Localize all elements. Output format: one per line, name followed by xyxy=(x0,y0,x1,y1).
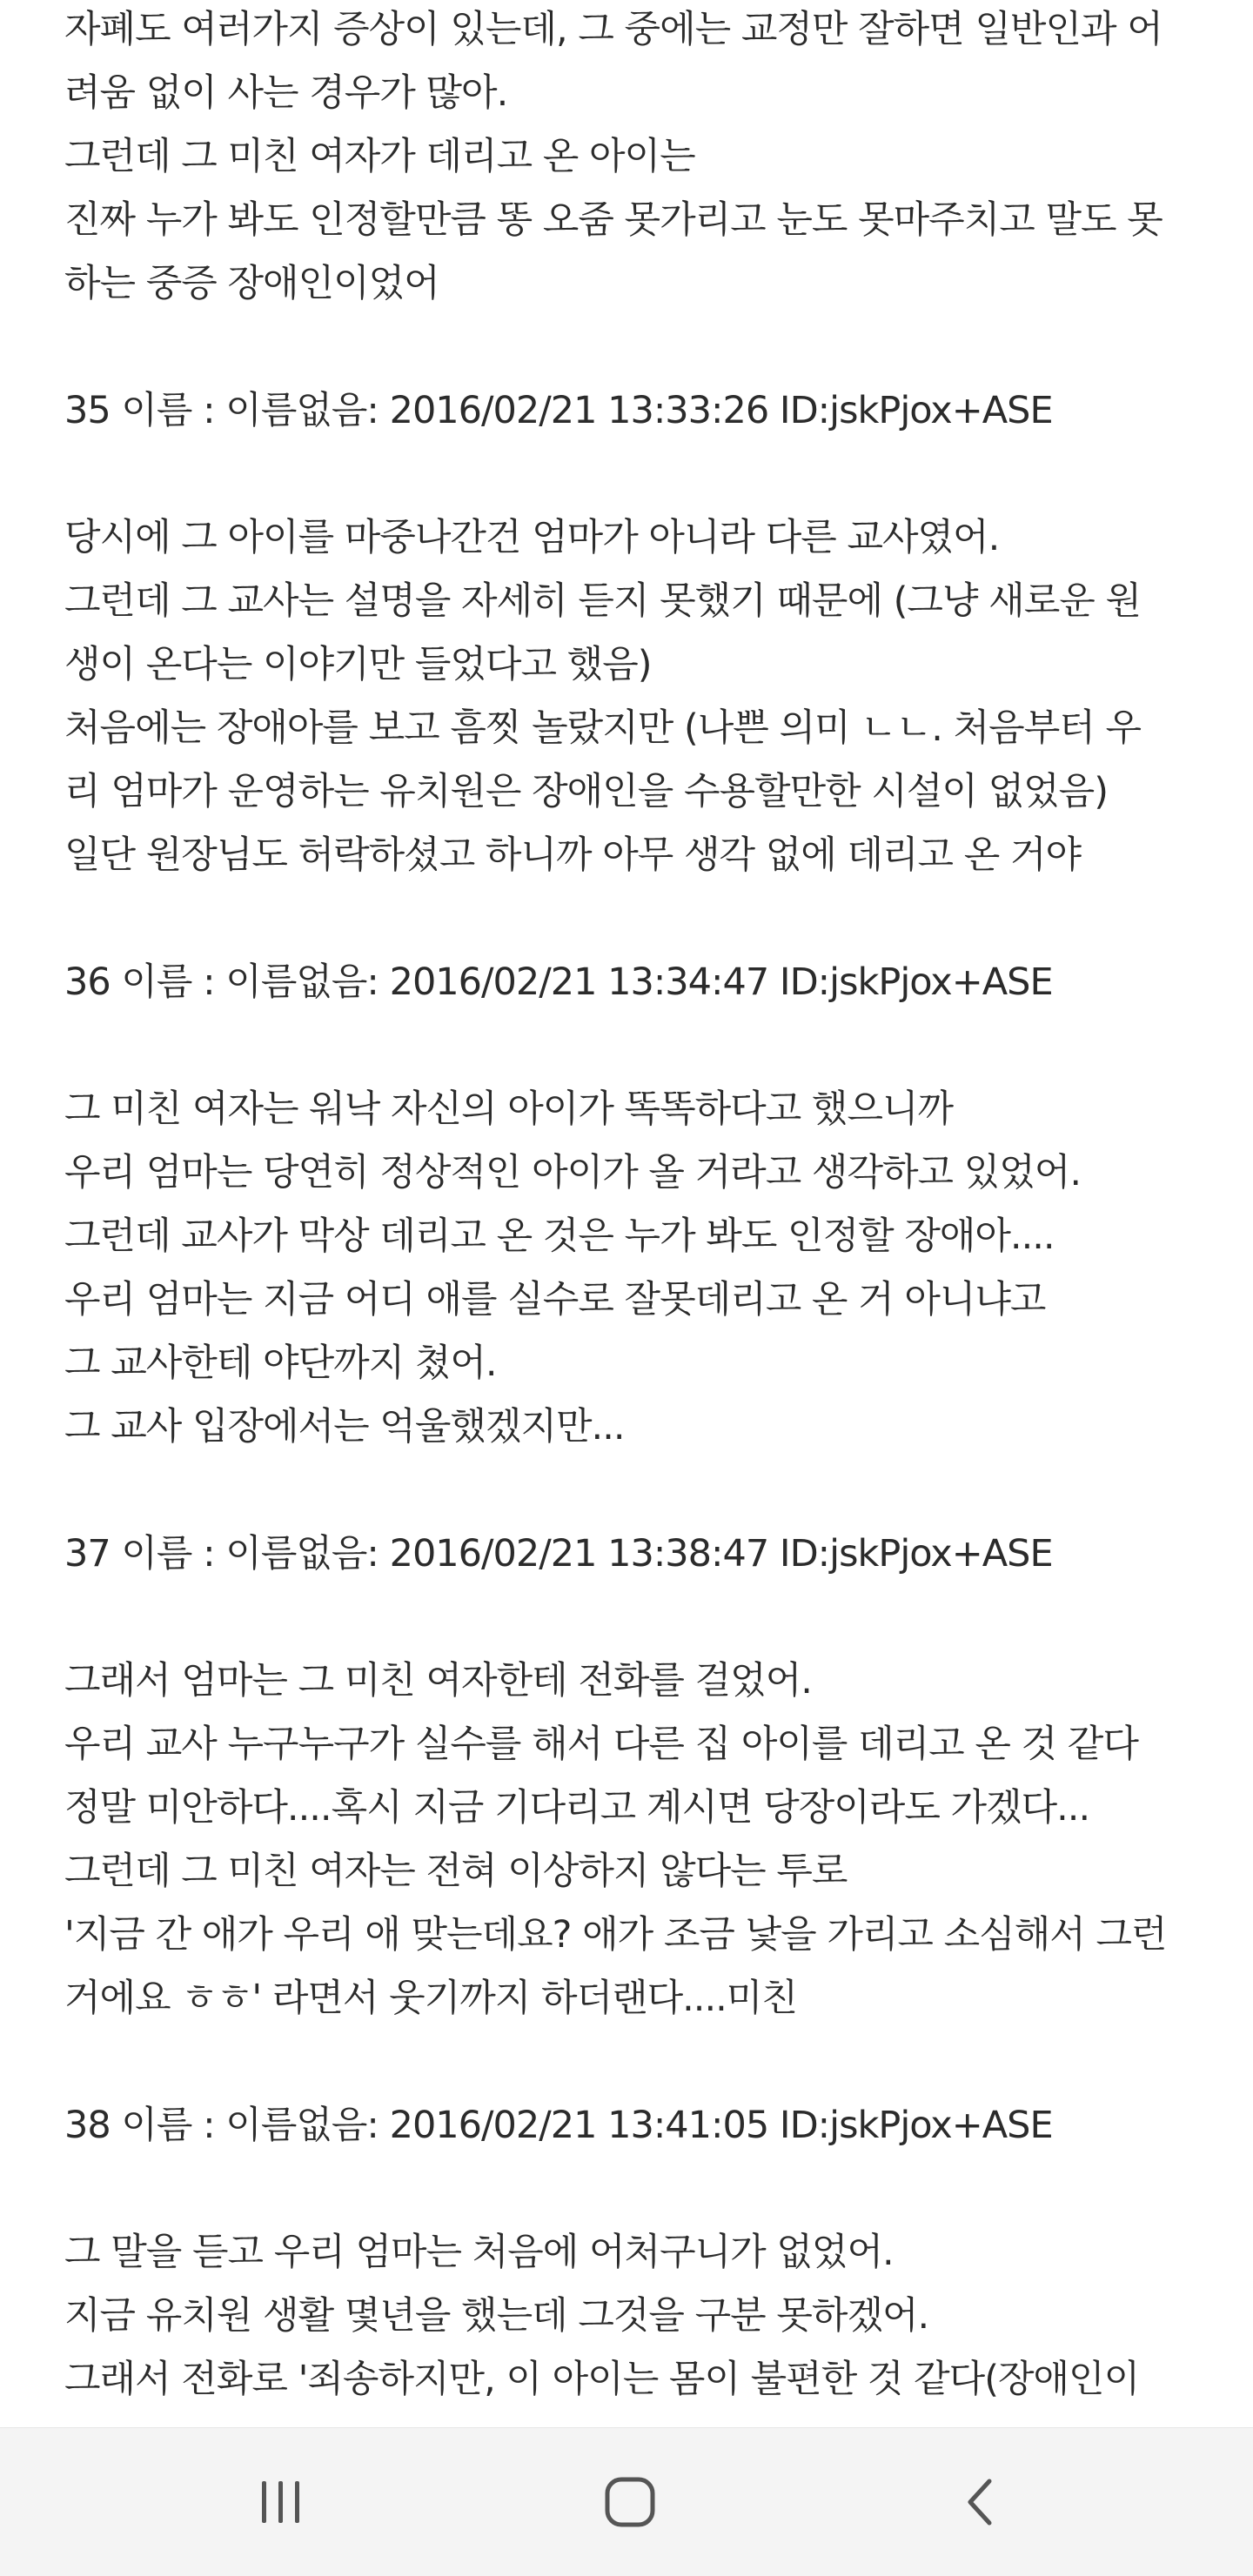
blank-line xyxy=(64,1586,1196,1649)
post-header: 37 이름 : 이름없음: 2016/02/21 13:38:47 ID:jskPjox+ASE xyxy=(64,1532,1053,1576)
post-text-line: 그 말을 듣고 우리 엄마는 처음에 어처구니가 없었어. xyxy=(64,2231,894,2274)
post-text-line: 진짜 누가 봐도 인정할만큼 똥 오줌 못가리고 눈도 못마주치고 말도 못 xyxy=(64,198,1163,242)
post-text-line: 려움 없이 사는 경우가 많아. xyxy=(64,71,508,115)
home-icon xyxy=(602,2474,658,2530)
post-text-line: 그래서 엄마는 그 미친 여자한테 전화를 걸었어. xyxy=(64,1659,812,1703)
back-icon xyxy=(956,2474,1005,2530)
post-text-line: 그런데 교사가 막상 데리고 온 것은 누가 봐도 인정할 장애아.... xyxy=(64,1214,1055,1258)
post-text-line: 그런데 그 미친 여자가 데리고 온 아이는 xyxy=(64,135,695,178)
post-text-line: 자폐도 여러가지 증상이 있는데, 그 중에는 교정만 잘하면 일반인과 어 xyxy=(64,8,1163,51)
post-text-line: 처음에는 장애아를 보고 흠찟 놀랐지만 (나쁜 의미 ㄴㄴ. 처음부터 우 xyxy=(64,706,1141,750)
post-text-line: 그래서 전화로 '죄송하지만, 이 아이는 몸이 불편한 것 같다(장애인이 xyxy=(64,2358,1140,2401)
post-text-line: 리 엄마가 운영하는 유치원은 장애인을 수용할만한 시설이 없었음) xyxy=(64,770,1108,813)
blank-line xyxy=(64,1459,1196,1522)
post-text-line: 우리 엄마는 당연히 정상적인 아이가 올 거라고 생각하고 있었어. xyxy=(64,1151,1082,1194)
post-text-line: 하는 중증 장애인이었어 xyxy=(64,262,439,305)
blank-line xyxy=(64,2031,1196,2094)
blank-line xyxy=(64,316,1196,379)
post-text-line: 그런데 그 미친 여자는 전혀 이상하지 않다는 투로 xyxy=(64,1850,848,1893)
blank-line xyxy=(64,887,1196,951)
post-text-line: 거에요 ㅎㅎ' 라면서 웃기까지 하더랜다....미친 xyxy=(64,1977,797,2020)
post-header: 38 이름 : 이름없음: 2016/02/21 13:41:05 ID:jskPjox+ASE xyxy=(64,2104,1053,2147)
post-header: 36 이름 : 이름없음: 2016/02/21 13:34:47 ID:jskPjox+ASE xyxy=(64,960,1053,1004)
post-text-line: 정말 미안하다....혹시 지금 기다리고 계시면 당장이라도 가겠다... xyxy=(64,1786,1090,1830)
recent-apps-icon xyxy=(255,2476,307,2528)
back-button[interactable] xyxy=(933,2459,1029,2546)
post-text-line: 우리 엄마는 지금 어디 애를 실수로 잘못데리고 온 거 아니냐고 xyxy=(64,1278,1046,1321)
post-text-line: 생이 온다는 이야기만 들었다고 했음) xyxy=(64,643,652,686)
post-text-line: 그런데 그 교사는 설명을 자세히 듣지 못했기 때문에 (그냥 새로운 원 xyxy=(64,579,1141,623)
blank-line xyxy=(64,1014,1196,1078)
post-text-line: '지금 간 애가 우리 애 맞는데요? 애가 조금 낯을 가리고 소심해서 그런 xyxy=(64,1913,1167,1957)
post-text-line: 일단 원장님도 허락하셨고 하니까 아무 생각 없에 데리고 온 거야 xyxy=(64,833,1082,877)
post-header: 35 이름 : 이름없음: 2016/02/21 13:33:26 ID:jskPjox+ASE xyxy=(64,389,1053,432)
blank-line xyxy=(64,443,1196,506)
blank-line xyxy=(64,2158,1196,2221)
post-text-line: 우리 교사 누구누구가 실수를 해서 다른 집 아이를 데리고 온 것 같다 xyxy=(64,1723,1138,1766)
post-text-line: 당시에 그 아이를 마중나간건 엄마가 아니라 다른 교사였어. xyxy=(64,516,1000,559)
post-content xyxy=(64,0,1196,2427)
post-text-line: 그 교사 입장에서는 억울했겠지만... xyxy=(64,1405,625,1449)
post-text-line: 그 미친 여자는 워낙 자신의 아이가 똑똑하다고 했으니까 xyxy=(64,1087,954,1131)
recent-apps-button[interactable] xyxy=(233,2459,329,2546)
navigation-bar xyxy=(0,2427,1253,2576)
home-button[interactable] xyxy=(582,2459,678,2546)
post-text-line: 그 교사한테 야단까지 쳤어. xyxy=(64,1342,497,1385)
post-text-line: 지금 유치원 생활 몇년을 했는데 그것을 구분 못하겠어. xyxy=(64,2294,929,2338)
